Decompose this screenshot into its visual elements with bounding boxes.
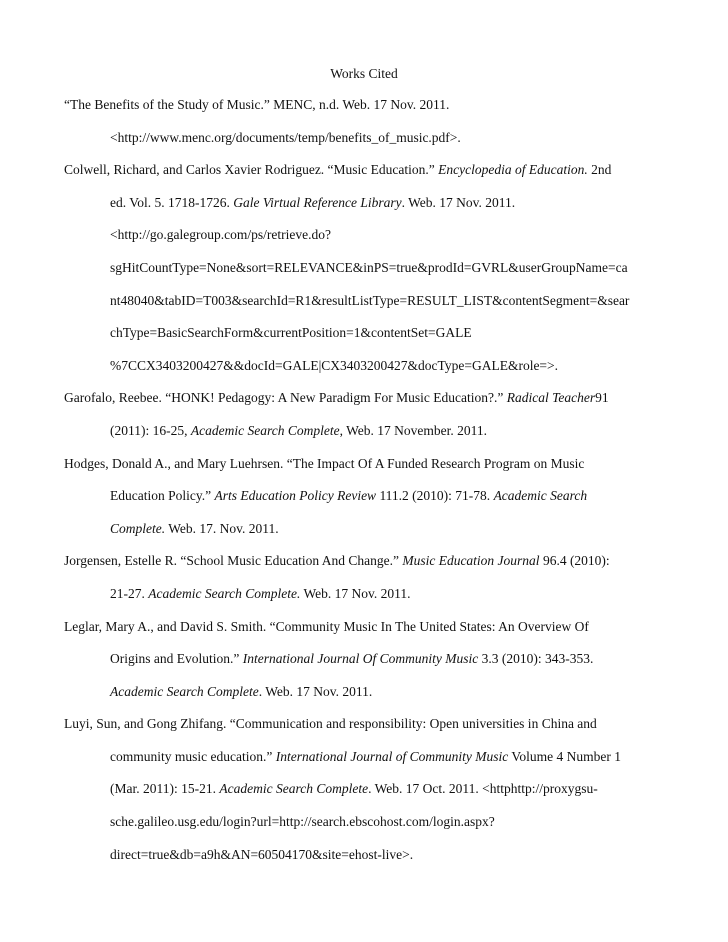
citation-line: [64, 777, 664, 810]
citation-text: nt48040&tabID=T003&searchId=R1&resultListType=RESULT_LIST&contentSegment=&sear: [110, 292, 630, 308]
citation-text: <http://www.menc.org/documents/temp/benefits_of_music.pdf>.: [110, 129, 461, 145]
citation-entry: [64, 549, 664, 614]
citation-text: Colwell, Richard, and Carlos Xavier Rodriguez. “Music Education.”: [64, 162, 439, 178]
citation-line: [64, 517, 664, 550]
citation-text: Luyi, Sun, and Gong Zhifang. “Communication and responsibility: Open universities in China and: [64, 716, 597, 732]
citation-text: . Web. 17 Oct. 2011. <httphttp://proxygsu-: [368, 781, 598, 797]
citation-line: [64, 647, 664, 680]
citation-text: . Web. 17 Nov. 2011.: [401, 194, 516, 210]
citation-line: [64, 419, 664, 452]
citation-text: %7CCX3403200427&&docId=GALE|CX3403200427&docType=GALE&role=>.: [110, 357, 559, 373]
citation-text: 111.2 (2010): 71-78.: [376, 488, 494, 504]
citation-italic-text: Encyclopedia of Education.: [438, 162, 588, 178]
citation-italic-text: Academic Search: [493, 488, 588, 504]
citation-text: . Web. 17 Nov. 2011.: [258, 683, 373, 699]
citation-text: “The Benefits of the Study of Music.” MENC, n.d. Web. 17 Nov. 2011.: [64, 97, 450, 112]
citation-line: [64, 289, 664, 322]
citation-line: [64, 615, 664, 648]
citation-line: [64, 680, 664, 713]
works-cited-list: [64, 93, 664, 875]
citation-line: [64, 126, 664, 159]
citation-text: (Mar. 2011): 15-21.: [110, 781, 220, 797]
citation-line: [64, 549, 664, 582]
citation-italic-text: International Journal of Community Music: [275, 748, 509, 764]
citation-text: Hodges, Donald A., and Mary Luehrsen. “The Impact Of A Funded Research Program on Music: [64, 455, 585, 471]
citation-line: [64, 452, 664, 485]
citation-italic-text: Academic Search Complete.: [148, 585, 301, 601]
citation-text: sgHitCountType=None&sort=RELEVANCE&inPS=true&prodId=GVRL&userGroupName=ca: [110, 259, 628, 275]
citation-text: Garofalo, Reebee. “HONK! Pedagogy: A New Paradigm For Music Education?.”: [64, 390, 507, 406]
citation-italic-text: Academic Search Complete: [219, 781, 369, 797]
citation-text: Web. 17. Nov. 2011.: [165, 520, 279, 536]
citation-line: [64, 582, 664, 615]
citation-text: Leglar, Mary A., and David S. Smith. “Community Music In The United States: An Overview Of: [64, 618, 589, 634]
page-title: Works Cited: [330, 66, 398, 81]
citation-text: Origins and Evolution.”: [110, 651, 243, 667]
citation-line: [64, 386, 664, 419]
citation-text: , Web. 17 November. 2011.: [339, 422, 487, 438]
citation-italic-text: Academic Search Complete: [110, 683, 259, 699]
citation-line: [64, 93, 664, 126]
citation-text: Volume 4 Number 1: [508, 748, 621, 764]
citation-entry: [64, 158, 664, 386]
citation-line: [64, 745, 664, 778]
citation-line: [64, 354, 664, 387]
citation-italic-text: Academic Search Complete: [190, 422, 340, 438]
citation-text: 2nd: [587, 162, 612, 178]
citation-line: [64, 843, 664, 876]
citation-text: 21-27.: [110, 585, 149, 601]
citation-text: Web. 17 Nov. 2011.: [300, 585, 411, 601]
citation-text: 96.4 (2010):: [539, 553, 610, 569]
citation-entry: [64, 615, 664, 713]
citation-italic-text: Arts Education Policy Review: [214, 488, 377, 504]
citation-text: community music education.”: [110, 748, 276, 764]
citation-italic-text: International Journal Of Community Music: [242, 651, 479, 667]
citation-entry: [64, 712, 664, 875]
citation-entry: [64, 452, 664, 550]
citation-text: chType=BasicSearchForm&currentPosition=1&contentSet=GALE: [110, 325, 472, 341]
citation-text: sche.galileo.usg.edu/login?url=http://search.ebscohost.com/login.aspx?: [110, 814, 495, 830]
citation-line: [64, 256, 664, 289]
citation-line: [64, 484, 664, 517]
citation-text: 91: [595, 390, 609, 406]
citation-line: [64, 712, 664, 745]
citation-line: [64, 321, 664, 354]
citation-text: ed. Vol. 5. 1718-1726.: [110, 194, 234, 210]
citation-line: [64, 191, 664, 224]
citation-entry: [64, 93, 664, 158]
citation-italic-text: Music Education Journal: [402, 553, 540, 569]
citation-text: 3.3 (2010): 343-353.: [478, 651, 594, 667]
citation-text: (2011): 16-25,: [110, 422, 191, 438]
citation-line: [64, 223, 664, 256]
citation-entry: [64, 386, 664, 451]
citation-italic-text: Radical Teacher: [506, 390, 596, 406]
citation-text: Jorgensen, Estelle R. “School Music Education And Change.”: [64, 553, 403, 569]
citation-line: [64, 810, 664, 843]
citation-italic-text: Complete.: [110, 520, 166, 536]
citation-text: direct=true&db=a9h&AN=60504170&site=ehost-live>.: [110, 846, 414, 862]
citation-text: Education Policy.”: [110, 488, 215, 504]
citation-text: <http://go.galegroup.com/ps/retrieve.do?: [110, 227, 331, 243]
citation-line: [64, 158, 664, 191]
citation-italic-text: Gale Virtual Reference Library: [233, 194, 402, 210]
